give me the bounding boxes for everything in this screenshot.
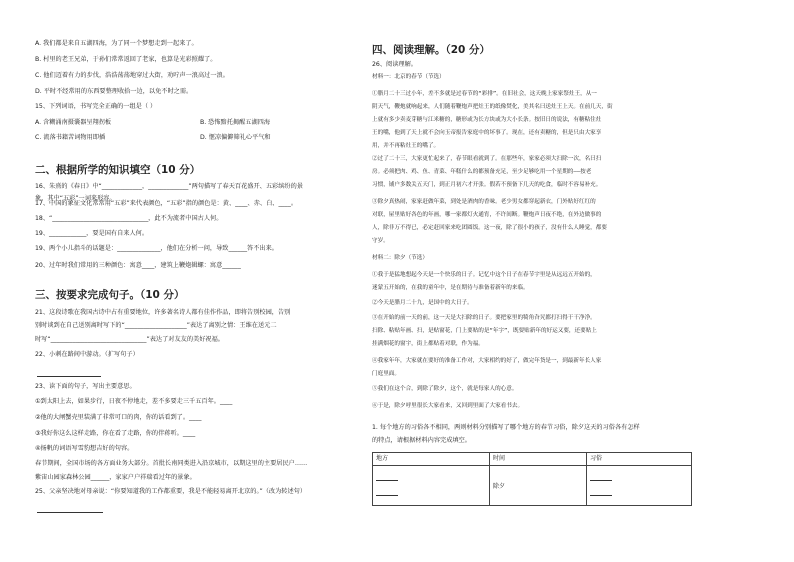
place-cell[interactable] [373,466,490,506]
q19-line-a: 19、____________，要是国有自来人何。 [35,230,149,237]
table-header-custom: 习俗 [587,453,692,466]
answer-table [372,452,692,506]
closing-line: ⑤我们在这个合，到除了除夕，这个，就是每家人的心意。 [372,386,518,392]
q23-title: 23、读下面的句子，写出主要意思。 [35,383,136,390]
q21-line-1: 21、这段诗歌在我国古诗中占有重要地位，许多著名诗人都有佳作作品，即将告别校园，告别 [35,309,291,316]
mat1-line: 人，除非万不得已，必定赶回家来吃团圆饭。这一夜，除了很小的孩子，没有什么人睡觉，都要 [372,225,607,231]
q16-line-2: 象，其中“五彩”一词来形容。 [35,195,116,202]
q23-item-1: ①到太阳上去，如果步行，日夜不停地走，差不多要走三千五百年。____ [35,398,233,405]
q15-option-d: D. 惬凉偏僻筛礼心平气和 [200,134,271,141]
answer-blank-25[interactable] [37,512,103,513]
mat1-line: 阴天气，鞭炮就响起来，人们随着鞭炮声把灶王的纸像焚化，美其名曰送灶王上天。在前几天，街 [372,104,613,110]
q16-line: 16、朱熹的《春日》中“_____________，_____________”两句描写了春天百花盛开、五彩缤纷的景 [35,183,303,190]
table-row [373,466,692,506]
material-1-title: 材料一：北京的春节（节选） [372,74,445,80]
custom-cell[interactable] [587,466,692,506]
q19-line-b: 19、两个小儿指斗的话题是：______________，他们在分析一问，导致______答不出来。 [35,245,278,252]
q18-line: 18、“_______________________________，此不为流者中国古人何。 [35,215,223,222]
q24-line-2: 紫宙山园家森林公园______，家家户户祥瑞看过年的景象。 [35,474,196,481]
mat1-line: 王的嘴，他到了天上就不会向玉帝报告家庭中的坏事了。现在，还有卖糖的，但是只由大家享 [372,130,602,136]
q15-option-b: B. 恐怖黯托揭醒五湖四海 [200,119,271,126]
mat2-line: ④我家年年，大家就在要好的准备工作对，大家相约的好了，做完年货是一，到最新年长人家 [372,358,602,364]
q1-prompt-line-1: 1. 每个地方的习俗各不相同，两则材料分别描写了哪个地方的春节习俗，除夕这天的习俗各有怎样 [372,424,640,431]
q21-line-2: 别时谈到在自己送别离时写下的“____________________”表达了离别之情：王维在送元二 [35,322,277,329]
material-2-title: 材料二：除夕（节选） [372,255,428,261]
q14-option-d: D. 平时不经常用的东西要整理收拾一边，以免不时之需。 [35,88,193,95]
mat2-line: 挂满烟花的窗宇，街上都贴着对联，作为福。 [372,341,484,347]
q23-item-3: ③我好你这么这样走路，你在看了走路，你的伴蒋听。____ [35,430,196,437]
table-header-place: 地方 [373,453,490,466]
time-cell: 除夕 [490,466,587,506]
table-header-time: 时间 [490,453,587,466]
mat1-line: ②过了二十三，大家更忙起来了，春节眼看就到了。在那些年，家家必须大扫除一次，名曰扫 [372,156,602,162]
mat1-line: 上就有多少卖麦芽糖与江米糖的，糖形或为长方块或为大小长条。按旧日的说法，有糖粘住灶 [372,117,602,123]
mat2-line: ②今天是腊月二十九，是国中的大日子。 [372,300,473,306]
q24-line-1: 春节期间，全国市场的各方面业务大部分。首批长南同类进入沿京城市，以期这里的主要居民户…… [35,460,308,467]
mat1-line: 用，并不再粘灶王的嘴了。 [372,143,440,149]
mat1-line: 对联，屋里贴好各色的年画，哪一家都灯火通宵，不许间断。鞭炮声日夜不绝，在外边做事的 [372,212,602,218]
q26-title: 26、阅读理解。 [372,61,417,68]
mat1-line: 守岁。 [372,238,389,244]
q14-option-b: B. 村里的老王兄弟，于孙们常常返回了老家，也算是光彩照耀了。 [35,56,217,63]
section-3-title: 三、按要求完成句子。（10 分） [35,289,185,301]
q15-option-a: A. 含糊涌南摄囊器呈翔拐板 [35,119,112,126]
q23-item-2: ②他的大闸蟹壳里装满了非常可口的肉，你的话看到了。____ [35,414,202,421]
q15-stem: 15、下列词语，书写完全正确的一组是（ ） [35,103,157,110]
q1-prompt-line-2: 的特点，请根据材料内容完成填空。 [372,437,471,444]
q14-option-a: A. 我们都是来自五湖四海，为了同一个梦想走到一起来了。 [35,40,198,47]
mat1-line: ①腊月二十三过小年，差不多就是过春节的“彩排”。在旧社会，这天晚上家家祭灶王，从一 [372,91,597,97]
q15-option-c: C. 流落书籍苦词物用即插 [35,134,106,141]
mat2-line: 门庭里面。 [372,371,400,377]
q25-line: 25、父亲坚决地对母亲说：“你要知道我的工作都重要，我是不能轻易离开北京的。”（改为转述句） [35,488,307,495]
mat1-line: 习惯，铺户多数关五天门，到正月初六才开张。假若不预备下几天的吃食，临时不容易补充。 [372,182,602,188]
mat2-line: 扫除、粘贴年画、扫，是贴窗花，门上要贴的是“年字”，既要贴新年的好运又要，还要贴上 [372,328,597,334]
q14-option-c: C. 他们迈着有力的步伐，浩浩荡荡地穿过大街，劝咛声一浪高过一浪。 [35,72,229,79]
mat2-line: ①我于是猛地想起今天是一个快乐的日子。记忆中这个日子在春节宇里是从远远五开始的， [372,272,596,278]
q24-title: ④扬帆的词语写雪豹想吉好的句容。 [35,445,134,452]
section-4-title: 四、阅读理解。（20 分） [372,44,491,56]
mat1-line: 房。必须把肉、鸡、鱼、青菜、年糕什么的都预备充足，至少足够吃用一个星期的——按老 [372,169,592,175]
q17-line: 17、中国的象征文化常常用“五彩”来代表颜色，“五彩”指的颜色是：黄、____、赤、白、____。 [35,200,298,207]
section-2-title: 二、根据所学的知识填空（10 分） [35,164,201,176]
answer-blank-22[interactable] [37,376,101,377]
mat2-line: 迷蒙五开始的，在我的童年中，是在期待与准备着新年的来临。 [372,285,529,291]
q20-line: 20、过年时我们常用的三种颜色：寓意____，建筑上鞭炮辑螺：寓意______ [35,262,241,269]
q21-line-3: 时写“_______________________________”表达了对友友的美好祝福。 [35,336,224,343]
mat1-line: ③除夕真热闹，家家赶做年菜，到处是酒肉的香味。老少男女都穿起新衣，门外贴好红红的 [372,199,596,205]
closing-line: ⑥于是，除夕呼里很长大家看来，又回到里面了大家看书去。 [372,403,524,409]
q22-line: 22、小刺在路间中游动。（扩写句子） [35,351,139,358]
mat2-line: ③在开始的前一天的前，这一天是大扫除的日子。要把家里的犄角旮旯都打扫得干干净净。 [372,315,596,321]
